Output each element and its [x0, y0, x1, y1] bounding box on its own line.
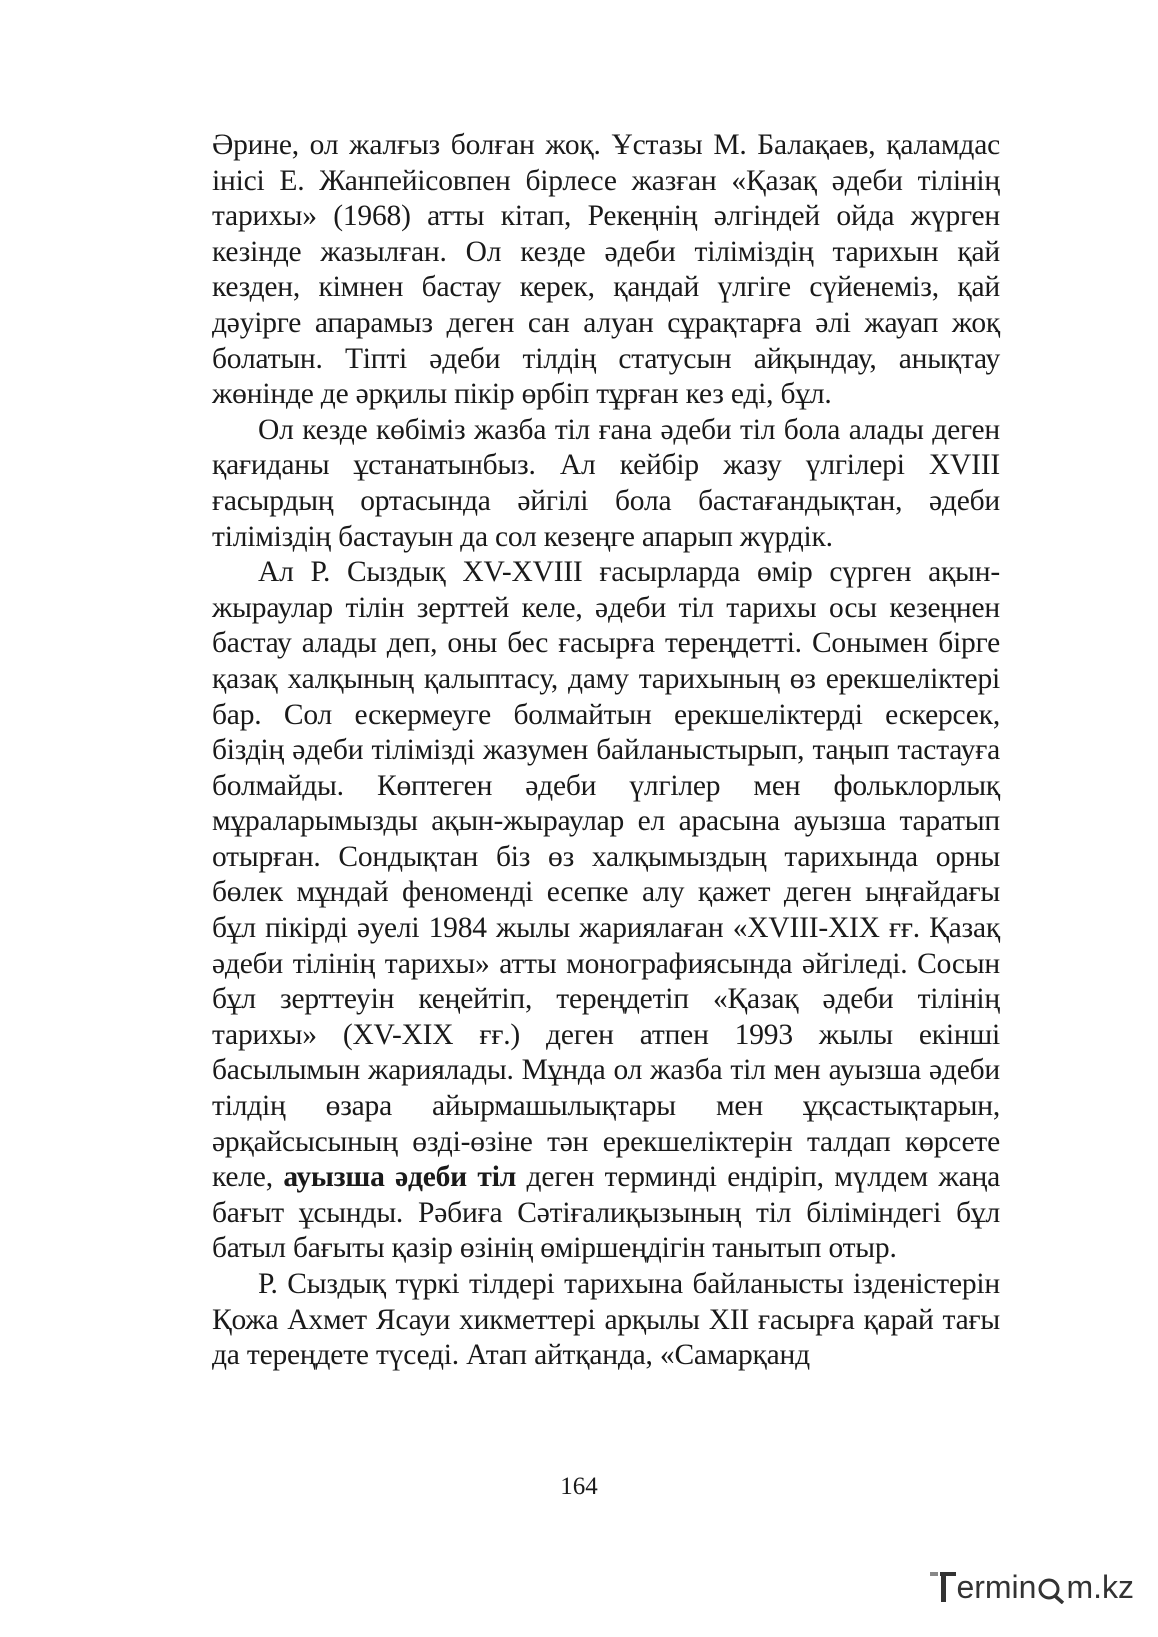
- paragraph-2: Ол кезде көбіміз жазба тіл ғана әдеби тіл бола алады деген қағиданы ұстанатынбыз. Ал кейбір жазу үлгілері XVIII ғасырдың ортасында әйгілі бола бастағандықтан, әдеби тіліміздің бастауын да сол кезеңге апарып жүрдік.: [212, 413, 1000, 553]
- watermark-logo: [930, 1567, 1134, 1607]
- bold-term: ауызша әдеби тіл: [283, 1161, 517, 1194]
- watermark-prefix: ermin: [956, 1568, 1037, 1605]
- watermark-suffix: m.kz: [1066, 1568, 1134, 1605]
- page-number: 164: [560, 1473, 598, 1500]
- paragraph-3-text-start: Ал Р. Сыздық XV-XVIII ғасырларда өмір сүрген ақын-жыраулар тілін зерттей келе, әдеби тіл тарихы осы кезеңнен бастау алады деп, оны бес ғасырға тереңдетті. Сонымен бірге қазақ халқының қалыптасу, даму тарихының өз ерекшеліктері бар. Сол ескермеуге болмайтын ерекшеліктерді ескерсек, біздің әдеби тілімізді жазумен байланыстырып, таңып тастауға болмайды. Көптеген әдеби үлгілер мен фольклорлық мұраларымызды ақын-жыраулар ел арасына ауызша таратып отырған. Сондықтан біз өз халқымыздың тарихында орны бөлек мұндай феноменді есепке алу қажет деген ыңғайдағы бұл пікірді әуелі 1984 жылы жариялаған «XVIII-XIX ғғ. Қазақ әдеби тілінің тарихы» атты монографиясында әйгіледі. Сосын бұл зерттеуін кеңейтіп, тереңдетіп «Қазақ әдеби тілінің тарихы» (XV-XIX ғғ.) деген атпен 1993 жылы екінші басылымын жариялады. Мұнда ол жазба тіл мен ауызша әдеби тілдің өзара айырмашылықтары мен ұқсастықтарын, әрқайсысының өзді-өзіне тән ерекшеліктерін талдап көрсете келе,: [212, 556, 1000, 1194]
- paragraph-4: Р. Сыздық түркі тілдері тарихына байланысты ізденістерін Қожа Ахмет Ясауи хикметтері арқылы XII ғасырға қарай тағы да тереңдете түседі. Атап айтқанда, «Самарқанд: [212, 1268, 1000, 1372]
- paragraph-3: [212, 555, 1000, 1267]
- letter-t-logo: [930, 1570, 956, 1604]
- paragraph-3-text-end: деген терминді ендіріп, мүлдем жаңа бағыт ұсынды. Рәбиға Сәтіғалиқызының тіл біліміндегі бұл батыл бағыты қазір өзінің өміршеңдігін танытып отыр.: [212, 1161, 1000, 1265]
- paragraph-1: Әрине, ол жалғыз болған жоқ. Ұстазы М. Балақаев, қаламдас інісі Е. Жанпейісовпен бірлесе жазған «Қазақ әдеби тілінің тарихы» (1968) атты кітап, Рекеңнің әлгіндей ойда жүрген кезінде жазылған. Ол кезде әдеби тіліміздің тарихын қай кезден, кімнен бастау керек, қандай үлгіге сүйенеміз, қай дәуірге апарамыз деген сан алуан сұрақтарға әлі жауап жоқ болатын. Тіпті әдеби тілдің статусын айқындау, анықтау жөнінде де әрқилы пікір өрбіп тұрған кез еді, бұл.: [212, 129, 1000, 411]
- page-body: [212, 128, 1000, 1374]
- magnifier-icon: [1036, 1570, 1066, 1604]
